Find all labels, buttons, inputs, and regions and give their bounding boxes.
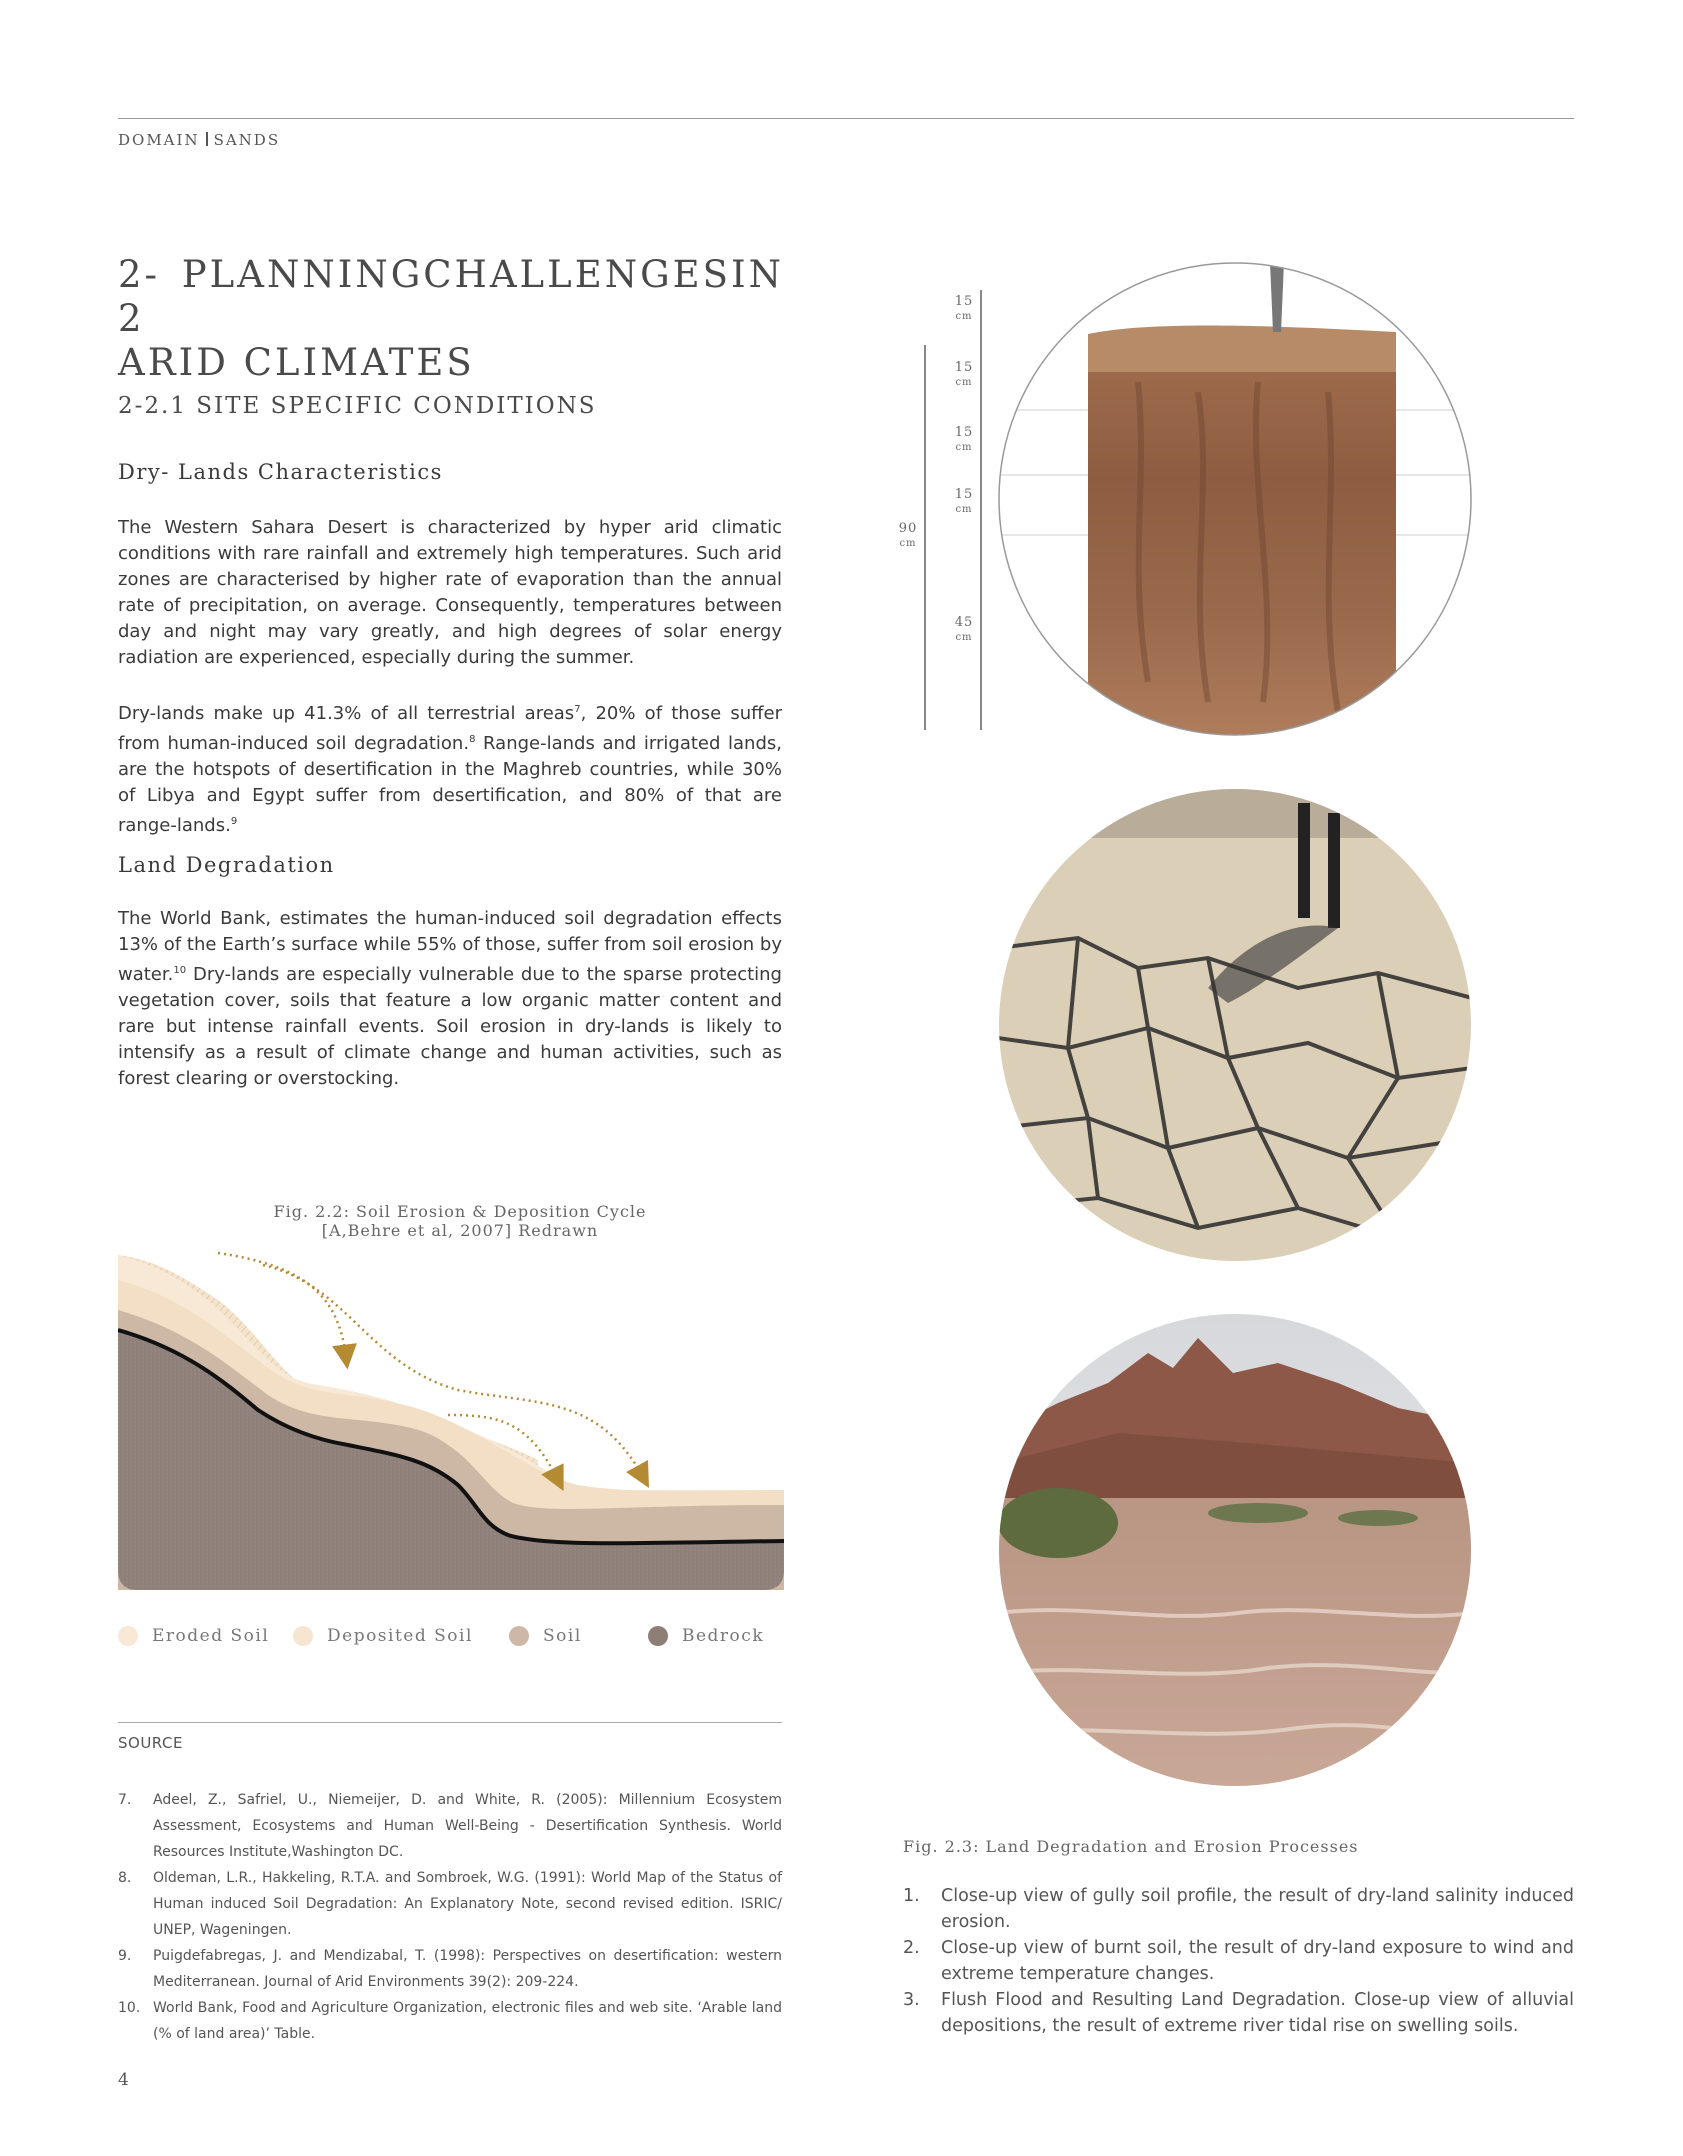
header-rule bbox=[118, 118, 1574, 119]
soil-profile-photo bbox=[998, 262, 1472, 736]
page-title bbox=[118, 253, 784, 385]
source-rule bbox=[118, 1722, 782, 1723]
process-item: 3. Flush Flood and Resulting Land Degradation. Close-up view of alluvial depositions, the result of extreme river tidal rise on swelling soils. bbox=[903, 1990, 1574, 2036]
footnote-ref: 8 bbox=[469, 734, 476, 745]
scale-layer-label: 45 cm bbox=[954, 615, 974, 643]
legend-swatch bbox=[293, 1626, 313, 1646]
subsection-title: 2-2.1 SITE SPECIFIC CONDITIONS bbox=[118, 393, 597, 419]
land-degradation-heading: Land Degradation bbox=[118, 853, 335, 877]
footnote-ref: 9 bbox=[230, 816, 238, 827]
legend-swatch bbox=[509, 1626, 529, 1646]
legend-eroded-soil: Eroded Soil bbox=[118, 1626, 269, 1646]
flash-flood-photo bbox=[998, 1313, 1472, 1787]
fig-2-2-caption: Fig. 2.2: Soil Erosion & Deposition Cycle [A,Behre et al, 2007] Redrawn bbox=[273, 1202, 647, 1240]
dry-lands-heading: Dry- Lands Characteristics bbox=[118, 460, 443, 484]
scale-total-label: 90 cm bbox=[898, 521, 918, 549]
page-number: 4 bbox=[118, 2070, 129, 2090]
fig-2-3-caption: Fig. 2.3: Land Degradation and Erosion Processes bbox=[903, 1837, 1359, 1856]
scale-layer-label: 15 cm bbox=[954, 294, 974, 322]
legend-soil: Soil bbox=[509, 1626, 582, 1646]
header-domain: DOMAIN bbox=[118, 131, 200, 149]
reference-item: 8. Oldeman, L.R., Hakkeling, R.T.A. and Sombroek, W.G. (1991): World Map of the Status of Human induced Soil Degradation: An Explanatory Note, second revised edition. ISRIC/ UNEP, Wageningen. bbox=[118, 1870, 782, 1938]
legend-deposited-soil: Deposited Soil bbox=[293, 1626, 473, 1646]
header-section: SANDS bbox=[213, 131, 281, 149]
title-line-1 bbox=[118, 253, 784, 341]
scale-layer-label: 15 cm bbox=[954, 360, 974, 388]
reference-list bbox=[118, 1787, 782, 2047]
scale-layer-label: 15 cm bbox=[954, 425, 974, 453]
legend-swatch bbox=[118, 1626, 138, 1646]
footnote-ref: 7 bbox=[574, 704, 581, 715]
running-header bbox=[118, 131, 280, 149]
header-separator bbox=[206, 132, 208, 146]
reference-item: 9. Puigdefabregas, J. and Mendizabal, T. (1998): Perspectives on desertification: western Mediterranean. Journal of Arid Environments 39(2): 209-224. bbox=[118, 1948, 782, 1990]
process-item: 1. Close-up view of gully soil profile, the result of dry-land salinity induced erosion. bbox=[903, 1886, 1574, 1932]
legend-swatch bbox=[648, 1626, 668, 1646]
title-word: 2-2 bbox=[118, 253, 161, 340]
source-label: SOURCE bbox=[118, 1734, 183, 1752]
cracked-soil-photo bbox=[998, 788, 1472, 1262]
legend-bedrock: Bedrock bbox=[648, 1626, 764, 1646]
footnote-ref: 10 bbox=[173, 965, 187, 976]
title-line-2: ARID CLIMATES bbox=[118, 341, 475, 384]
process-item: 2. Close-up view of burnt soil, the result of dry-land exposure to wind and extreme temperature changes. bbox=[903, 1938, 1574, 1984]
reference-item: 10. World Bank, Food and Agriculture Organization, electronic files and web site. ‘Arable land (% of land area)’ Table. bbox=[118, 2000, 782, 2042]
erosion-deposition-diagram bbox=[118, 1245, 784, 1590]
process-list bbox=[903, 1883, 1574, 2039]
reference-item: 7. Adeel, Z., Safriel, U., Niemeijer, D. and White, R. (2005): Millennium Ecosystem Assessment, Ecosystems and Human Well-Being - Desertification Synthesis. World Resources Institute,Washington DC. bbox=[118, 1792, 782, 1860]
title-word: IN bbox=[731, 253, 784, 296]
scale-layer-label: 15 cm bbox=[954, 487, 974, 515]
dry-lands-paragraph-2: Dry-lands make up 41.3% of all terrestrial areas$^7$, 20% of those suffer from human-induced soil degradation.$^8$ Range-lands and irrigated lands, are the hotspots of desertification in the Maghreb countries, while 30% of Libya and Egypt suffer from desertification, and 80% of that are range-lands.$^9$ bbox=[118, 703, 783, 836]
dry-lands-paragraph-1: The Western Sahara Desert is characterized by hyper arid climatic conditions with rare rainfall and extremely high temperatures. Such arid zones are characterised by higher rate of evaporation than the annual rate of precipitation, on average. Consequently, temperatures between day and night may vary greatly, and high degrees of solar energy radiation are experienced, especially during the summer. bbox=[118, 517, 782, 668]
title-word: CHALLENGES bbox=[423, 253, 731, 296]
title-word: PLANNING bbox=[181, 253, 424, 296]
land-degradation-paragraph: The World Bank, estimates the human-induced soil degradation effects 13% of the Earth’s surface while 55% of those, suffer from soil erosion by water.$^{10}$ Dry-lands are especially vulnerable due to the sparse protecting vegetation cover, soils that feature a low organic matter content and rare but intense rainfall events. Soil erosion in dry-lands is likely to intensify as a result of climate change and human activities, such as forest clearing or overstocking. bbox=[118, 908, 782, 1089]
